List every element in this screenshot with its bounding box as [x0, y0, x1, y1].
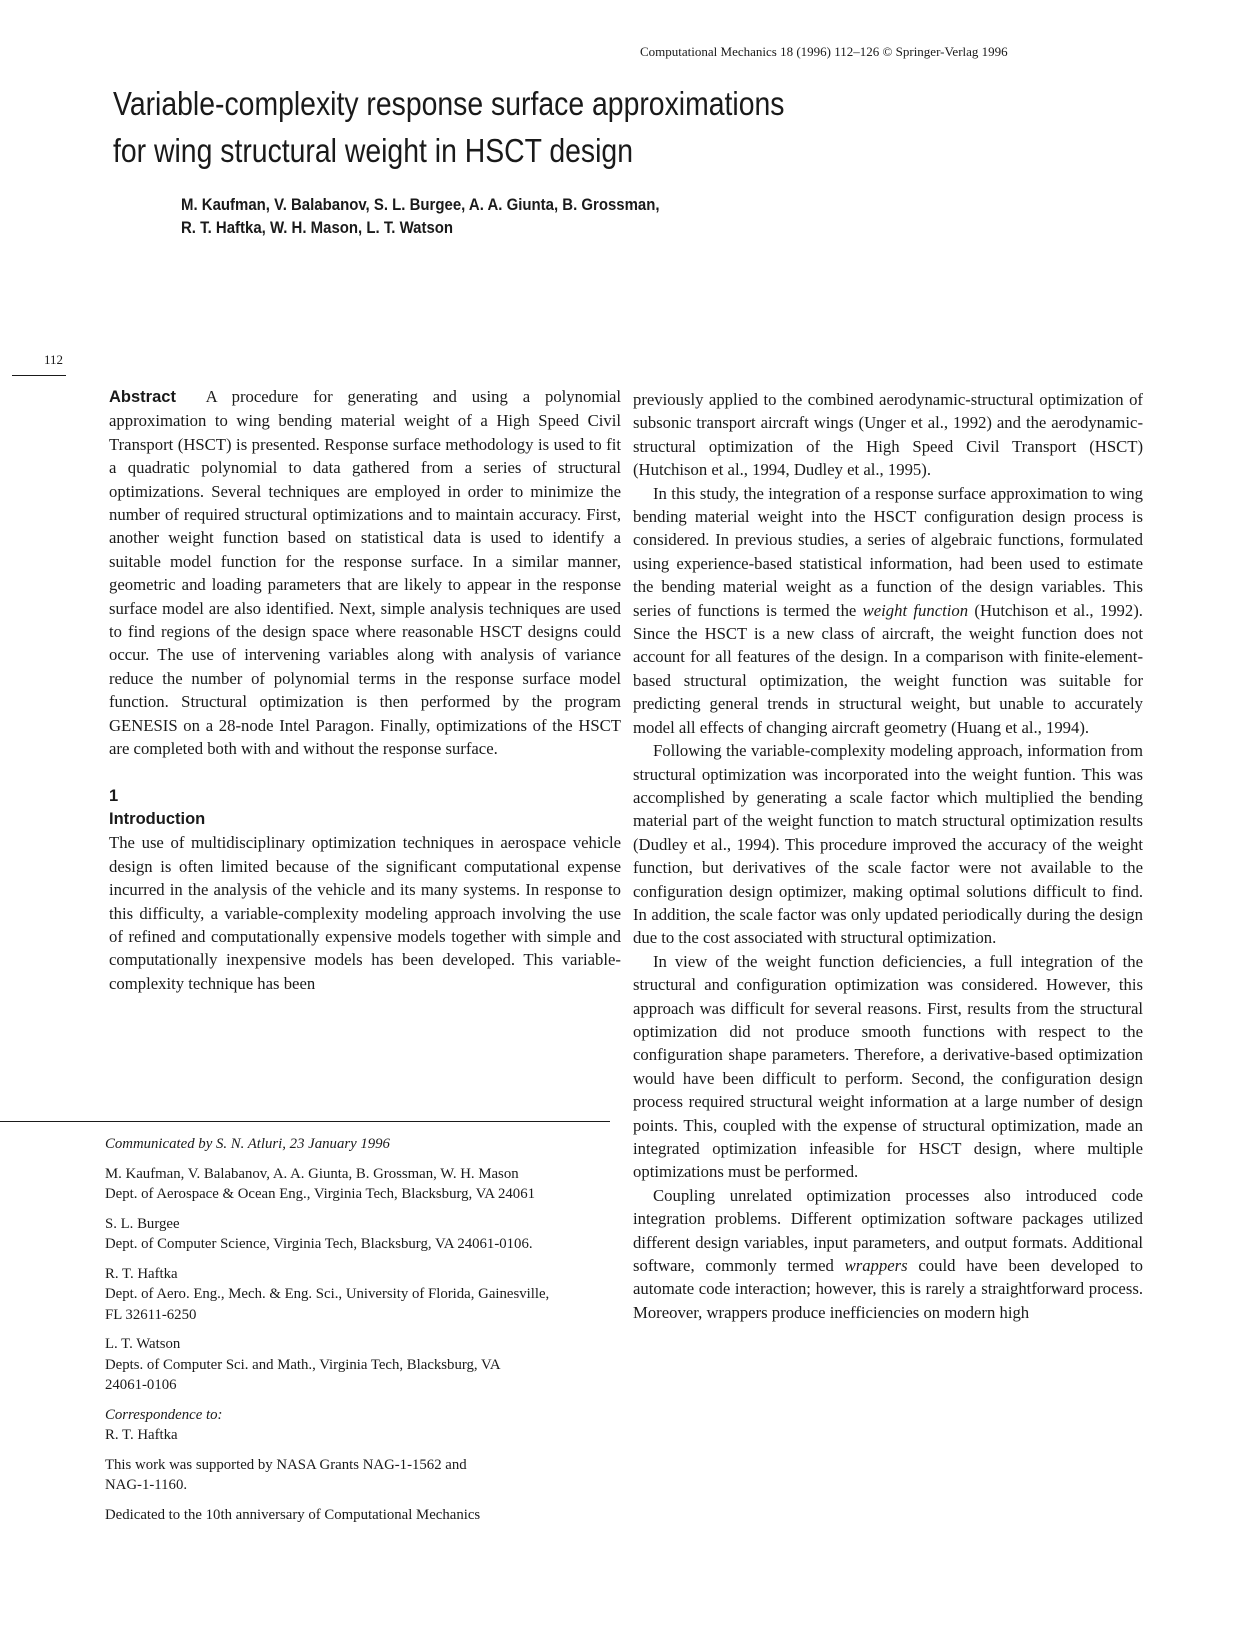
body-paragraph: Following the variable-complexity modeling approach, information from structural optimization was incorporated into the weight funtion. This was accomplished by generating a scale factor which multiplied the bending material part of the weight function to match structural optimization results (Dudley et al., 1994). This procedure improved the accuracy of the weight function, but derivatives of the scale factor were not available to the configuration design optimizer, making optimal solutions difficult to find. In addition, the scale factor was only updated periodically during the design due to the cost associated with structural optimization.	[633, 741, 1143, 948]
affiliation-names: R. T. Haftka	[105, 1265, 178, 1282]
page-number-rule	[12, 375, 66, 376]
affiliation-dept: Dept. of Aerospace & Ocean Eng., Virginia Tech, Blacksburg, VA 24061	[105, 1186, 535, 1202]
body-paragraph: In this study, the integration of a response surface approximation to wing bending material weight into the HSCT configuration design process is considered. In previous studies, a series of algebraic functions, formulated using experience-based statistical information, had been used to estimate the bending material weight as a function of the design variables. This series of functions is termed the weight function (Hutchison et al., 1992). Since the HSCT is a new class of aircraft, the weight function does not account for all features of the design. In a comparison with finite-element-based structural optimization, the weight function was suitable for predicting general trends in structural weight, but unable to accurately model all effects of changing aircraft geometry (Huang et al., 1994).	[633, 483, 1143, 737]
affiliation	[105, 1214, 625, 1255]
title-line: for wing structural weight in HSCT design	[113, 132, 634, 169]
author-line: R. T. Haftka, W. H. Mason, L. T. Watson	[181, 218, 454, 237]
section-number: 1	[109, 786, 119, 805]
page-number: 112	[44, 352, 64, 367]
affiliation	[105, 1334, 625, 1396]
footnote-rule	[0, 1121, 610, 1122]
affiliation	[105, 1264, 625, 1326]
right-column	[633, 388, 1143, 1324]
body-paragraph: previously applied to the combined aerodynamic-structural optimization of subsonic transport aircraft wings (Unger et al., 1992) and the aerodynamic-structural optimization of the High Speed Civil Transport (HSCT) (Hutchison et al., 1994, Dudley et al., 1995).	[633, 390, 1143, 480]
author-line: M. Kaufman, V. Balabanov, S. L. Burgee, A. A. Giunta, B. Grossman,	[181, 195, 660, 214]
affiliation-dept: 24061-0106	[105, 1377, 177, 1393]
left-column	[109, 385, 621, 995]
affiliation-names: L. T. Watson	[105, 1336, 181, 1352]
abstract-text: A procedure for generating and using a polynomial approximation to wing bending material weight of a High Speed Civil Transport (HSCT) is presented. Response surface methodology is used to fit a quadratic polynomial to data gathered from a series of structural optimizations. Several techniques are employed in order to minimize the number of required structural optimizations and to maintain accuracy. First, another weight function based on statistical data is used to identify a suitable model function for the response surface. In a similar manner, geometric and loading parameters that are likely to appear in the response surface model are also identified. Next, simple analysis techniques are used to find regions of the design space where reasonable HSCT designs could occur. The use of intervening variables along with analysis of variance reduce the number of polynomial terms in the response surface model function. Structural optimization is then performed by the program GENESIS on a 28-node Intel Paragon. Finally, optimizations of the HSCT are completed both with and without the response surface.	[109, 387, 621, 759]
footnotes	[105, 1134, 625, 1534]
correspondence-note: Correspondence to: R. T. Haftka	[105, 1406, 223, 1443]
affiliation-dept: FL 32611-6250	[105, 1306, 197, 1323]
title-line: Variable-complexity response surface approximations	[113, 85, 785, 122]
funding-note: This work was supported by NASA Grants NAG-1-1562 and NAG-1-1160.	[105, 1456, 467, 1493]
paper-title	[113, 80, 784, 174]
dedication-note: Dedicated to the 10th anniversary of Computational Mechanics	[105, 1506, 481, 1523]
introduction-paragraph: The use of multidisciplinary optimization techniques in aerospace vehicle design is often limited because of the significant computational expense incurred in the analysis of the vehicle and its many systems. In response to this difficulty, a variable-complexity modeling approach involving the use of refined and computationally expensive models together with simple and computationally inexpensive models has been developed. This variable-complexity technique has been	[109, 833, 621, 993]
affiliation-names: S. L. Burgee	[105, 1215, 180, 1232]
journal-citation: Computational Mechanics 18 (1996) 112–126 © Springer-Verlag 1996	[640, 44, 1008, 59]
body-paragraph: Coupling unrelated optimization processes also introduced code integration problems. Different optimization software packages utilized different design variables, input parameters, and output formats. Additional software, commonly termed wrappers could have been developed to automate code interaction; however, this is rarely a straightforward process. Moreover, wrappers produce inefficiencies on modern high	[633, 1185, 1143, 1322]
section-heading	[109, 785, 621, 832]
emphasized-term: weight function	[862, 600, 969, 620]
affiliation-dept: Dept. of Computer Science, Virginia Tech, Blacksburg, VA 24061-0106.	[105, 1236, 533, 1252]
section-title: Introduction	[109, 809, 206, 828]
abstract-heading: Abstract	[109, 388, 176, 406]
communicated-note: Communicated by S. N. Atluri, 23 January 1996	[105, 1136, 390, 1152]
emphasized-term: wrappers	[844, 1256, 908, 1276]
body-paragraph: In view of the weight function deficiencies, a full integration of the structural and configuration optimization was considered. However, this approach was difficult for several reasons. First, results from the structural optimization did not produce smooth functions with respect to the configuration shape parameters. Therefore, a derivative-based optimization would have been difficult to perform. Second, the configuration design process required structural weight information at a large number of design points. This, coupled with the expense of structural optimization, made an integrated optimization infeasible for HSCT design, where multiple optimizations must be performed.	[633, 951, 1143, 1182]
abstract-paragraph	[109, 385, 621, 761]
author-list	[181, 193, 815, 239]
affiliation-dept: Depts. of Computer Sci. and Math., Virginia Tech, Blacksburg, VA	[105, 1356, 501, 1373]
affiliation-names: M. Kaufman, V. Balabanov, A. A. Giunta, B. Grossman, W. H. Mason	[105, 1165, 519, 1182]
affiliation-dept: Dept. of Aero. Eng., Mech. & Eng. Sci., University of Florida, Gainesville,	[105, 1286, 550, 1302]
affiliation	[105, 1164, 625, 1205]
